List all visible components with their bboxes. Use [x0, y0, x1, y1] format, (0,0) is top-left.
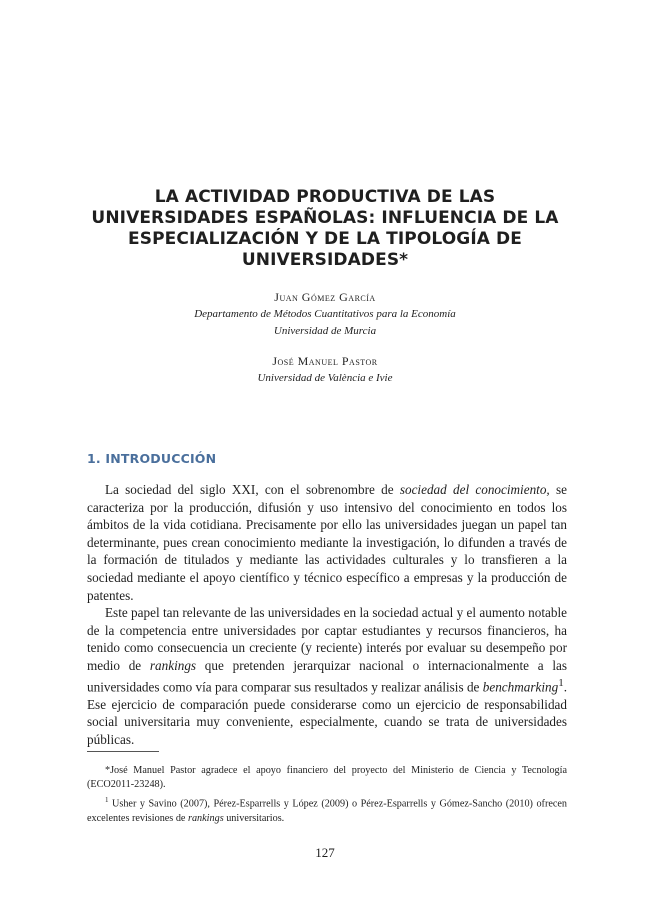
paragraph [87, 481, 567, 604]
author-name: José Manuel Pastor [272, 354, 378, 368]
text-segment: se caracteriza por la producción, difusión y uso intensivo del conocimiento en todos los ámbitos de la vida cotidiana. Precisamente por ello las universidades juegan un papel tan determinante, pues crean conocimiento mediante la investigación, lo difunden a través de la formación de titulados y mediante las actividades culturales y lo transfieren a la sociedad mediante el apoyo científico y técnico específico a empresas y la producción de patentes. [87, 482, 567, 603]
title-line: UNIVERSIDADES ESPAÑOLAS: INFLUENCIA DE LA [91, 208, 559, 228]
text-segment: La sociedad del siglo XXI, con el sobrenombre de [105, 482, 400, 497]
paper-title [60, 187, 590, 271]
footnotes [87, 764, 567, 826]
page-number: 127 [315, 845, 335, 860]
footnote-ref: 1 [105, 795, 109, 804]
footnote [87, 793, 567, 826]
author-block-1 [60, 289, 590, 340]
italic-text: sociedad del conocimiento, [399, 482, 550, 497]
text-segment: Este papel tan relevante de las universidades en la sociedad actual y el aumento notable de la competencia entre universidades por captar estudiantes y recursos financieros, ha tenido como consecuencia un creciente (y reciente) interés por evaluar su desempeño por medio de [87, 605, 567, 673]
title-line: ESPECIALIZACIÓN Y DE LA TIPOLOGÍA DE [128, 229, 522, 249]
title-line: LA ACTIVIDAD PRODUCTIVA DE LAS [154, 187, 496, 207]
footnote-ref: 1 [558, 676, 564, 689]
italic-text: benchmarking [482, 678, 559, 694]
paragraph [87, 604, 567, 748]
author-affiliation: Departamento de Métodos Cuantitativos para la Economía [194, 308, 456, 320]
section-heading: 1. INTRODUCCIÓN [87, 451, 217, 466]
text-segment: Usher y Savino (2007), Pérez-Esparrells y López (2009) o Pérez-Esparrells y Gómez-Sancho (2010) ofrecen excelentes revisiones de [87, 798, 567, 824]
italic-text: rankings [149, 657, 197, 673]
author-block-2 [60, 353, 590, 387]
text-segment: *José Manuel Pastor agradece el apoyo financiero del proyecto del Ministerio de Ciencia y Tecnología (ECO2011-23248). [87, 765, 567, 791]
footnote [87, 764, 567, 793]
text-segment: universitarios. [223, 812, 285, 824]
text-segment: . Ese ejercicio de comparación puede considerarse como un ejercicio de responsabilidad social universitaria muy conveniente, especialmente, cuando se trata de universidades públicas. [87, 678, 567, 747]
title-line: UNIVERSIDADES* [241, 250, 409, 270]
author-name: Juan Gómez García [274, 290, 376, 304]
footnote-rule [87, 751, 159, 752]
author-affiliation: Universidad de València e Ivie [257, 372, 393, 384]
author-affiliation: Universidad de Murcia [273, 325, 377, 337]
text-segment: que pretenden jerarquizar nacional o internacionalmente a las universidades como vía para comparar sus resultados y realizar análisis de [87, 657, 567, 694]
body-text [87, 481, 567, 748]
italic-text: rankings [188, 812, 224, 824]
